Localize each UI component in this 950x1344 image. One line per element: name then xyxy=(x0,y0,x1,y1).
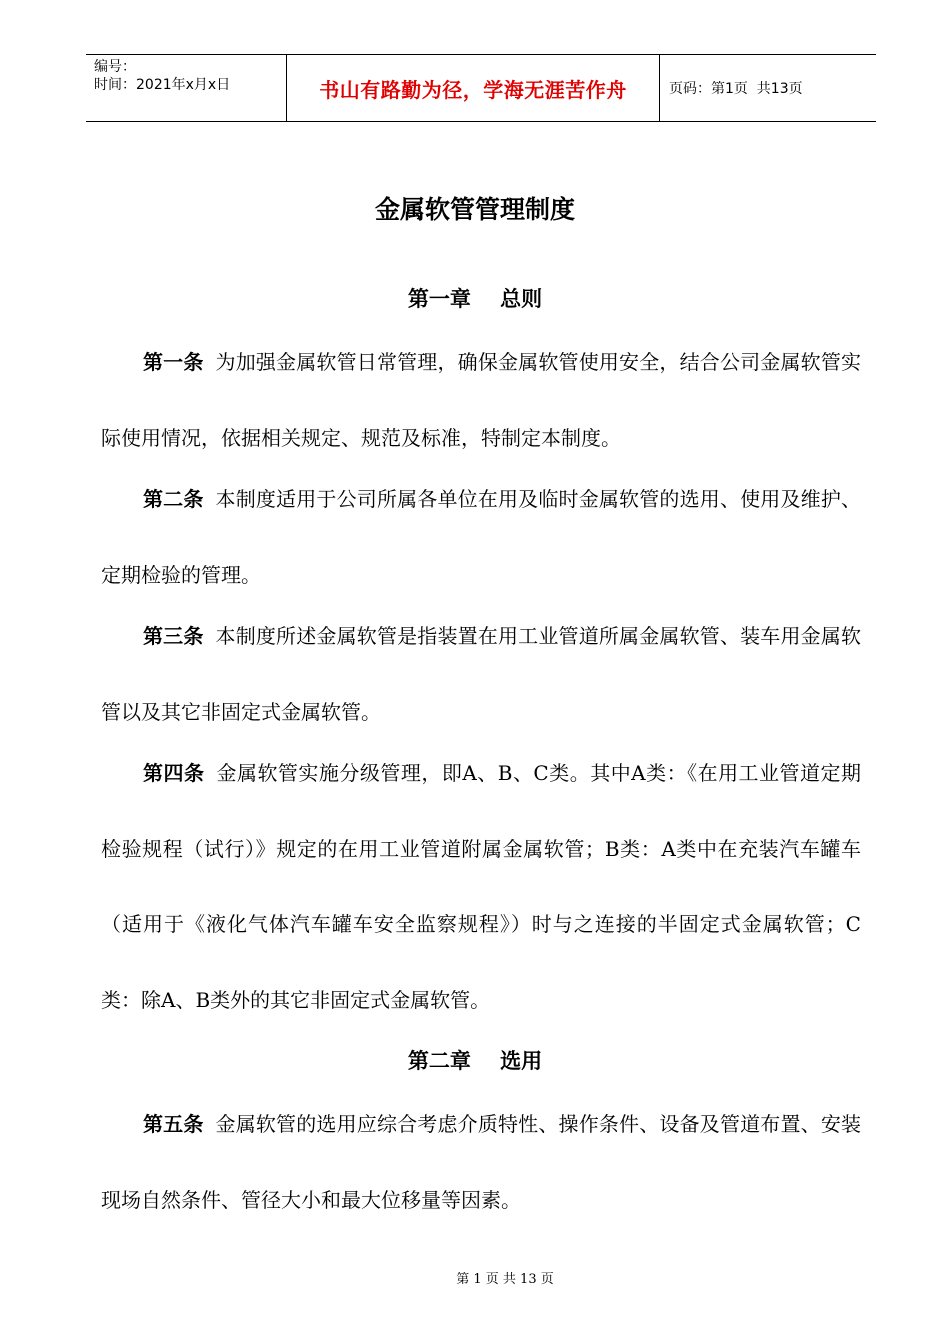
article-number: 第三条 xyxy=(143,624,204,648)
doc-number-label: 编号： xyxy=(94,59,136,75)
header-motto-cell xyxy=(287,55,660,121)
article-text: 金属软管的选用应综合考虑介质特性、操作条件、设备及管道布置、安装现场自然条件、管径大小和最大位移量等因素。 xyxy=(101,1112,862,1212)
article-number: 第二条 xyxy=(143,487,204,511)
page-footer: 第 1 页 共 13 页 xyxy=(456,1272,554,1287)
header-meta-cell xyxy=(86,55,287,121)
document-title: 金属软管管理制度 xyxy=(374,195,575,224)
header-page-info: 页码：第1页 共13页 xyxy=(669,81,803,97)
header-page-cell xyxy=(660,55,876,121)
doc-time-label: 时间：2021年x月x日 xyxy=(94,77,231,93)
header-motto: 书山有路勤为径，学海无涯苦作舟 xyxy=(319,77,627,102)
article-text: 本制度所述金属软管是指装置在用工业管道所属金属软管、装车用金属软管以及其它非固定式金属软管。 xyxy=(101,624,862,724)
article-number: 第五条 xyxy=(143,1112,204,1136)
chapter-heading: 第一章 总则 xyxy=(407,287,543,311)
article-paragraph xyxy=(101,462,861,613)
header-table xyxy=(86,54,876,122)
article-text: 本制度适用于公司所属各单位在用及临时金属软管的选用、使用及维护、定期检验的管理。 xyxy=(101,487,862,587)
article-paragraph xyxy=(101,325,861,476)
article-number: 第一条 xyxy=(143,350,204,374)
article-text: 为加强金属软管日常管理，确保金属软管使用安全，结合公司金属软管实际使用情况，依据相关规定、规范及标准，特制定本制度。 xyxy=(101,350,862,450)
article-text: 金属软管实施分级管理，即A、B、C类。其中A类：《在用工业管道定期检验规程（试行）》规定的在用工业管道附属金属软管；B类：A类中在充装汽车罐车（适用于《液化气体汽车罐车安全监察规程》）时与之连接的半固定式金属软管；C类：除A、B类外的其它非固定式金属软管。 xyxy=(101,761,861,1012)
article-number: 第四条 xyxy=(143,761,205,785)
article-paragraph xyxy=(101,599,861,750)
article-paragraph xyxy=(101,1087,861,1238)
article-paragraph xyxy=(101,736,861,1038)
chapter-heading: 第二章 选用 xyxy=(407,1049,543,1073)
